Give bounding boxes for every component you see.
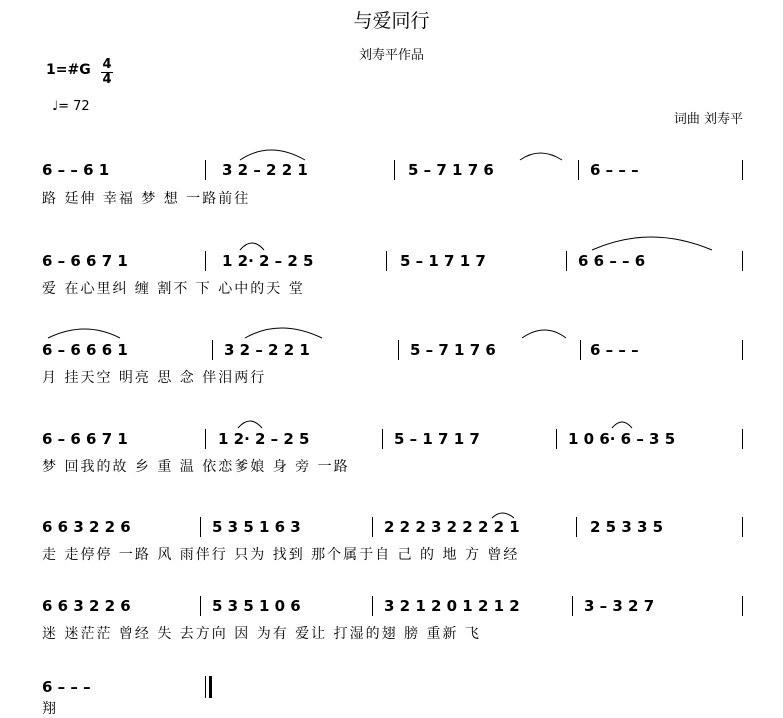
measure-2-3: 5 – 1 7 1 7 — [400, 252, 486, 270]
measure-1-4: 6 – – – — [590, 161, 639, 179]
measure-4-3: 5 – 1 7 1 7 — [394, 430, 480, 448]
lyricist-credit: 词曲 刘寿平 — [673, 112, 743, 127]
measure-4-1: 6 – 6 6 7 1 — [42, 430, 128, 448]
quarter-note-icon: ♩ — [52, 99, 59, 114]
measure-6-1: 6 6 3 2 2 6 — [42, 597, 131, 615]
measure-2-1: 6 – 6 6 7 1 — [42, 252, 128, 270]
lyrics-line-3: 月 挂天空 明亮 思 念 伴泪两行 — [42, 370, 267, 386]
lyrics-line-7: 翔 — [42, 701, 58, 717]
lyrics-line-6: 迷 迷茫茫 曾经 失 去方向 因 为有 爱让 打湿的翅 膀 重新 飞 — [42, 626, 481, 642]
key-signature: 1=#G — [46, 62, 91, 78]
measure-1-1: 6 – – 6 1 — [42, 161, 110, 179]
measure-7-1: 6 – – – — [42, 678, 91, 696]
lyrics-line-4: 梦 回我的故 乡 重 温 依恋爹娘 身 旁 一路 — [42, 459, 350, 475]
lyrics-line-5: 走 走停停 一路 风 雨伴行 只为 找到 那个属于自 己 的 地 方 曾经 — [42, 547, 520, 563]
measure-3-4: 6 – – – — [590, 341, 639, 359]
measure-5-4: 2 5 3 3 5 — [590, 518, 664, 536]
measure-2-2: 1 2· 2 – 2 5 — [222, 252, 314, 270]
measure-6-2: 5 3 5 1 0 6 — [212, 597, 301, 615]
time-bottom: 4 — [102, 72, 112, 87]
measure-4-4: 1 0 6· 6 – 3 5 — [568, 430, 676, 448]
lyrics-line-1: 路 廷伸 幸福 梦 想 一路前往 — [42, 191, 251, 207]
measure-3-3: 5 – 7 1 7 6 — [410, 341, 496, 359]
score-composer: 刘寿平作品 — [358, 48, 424, 63]
measure-3-1: 6 – 6 6 6 1 — [42, 341, 128, 359]
lyrics-line-2: 爱 在心里纠 缠 割不 下 心中的天 堂 — [42, 281, 305, 297]
measure-5-3: 2 2 2 3 2 2 2 2 1 — [384, 518, 520, 536]
score-title: 与爱同行 — [353, 10, 430, 32]
measure-4-2: 1 2· 2 – 2 5 — [218, 430, 310, 448]
measure-1-2: 3 2 – 2 2 1 — [222, 161, 308, 179]
measure-3-2: 3 2 – 2 2 1 — [224, 341, 310, 359]
time-top: 4 — [102, 57, 112, 72]
measure-6-3: 3 2 1 2 0 1 2 1 2 — [384, 597, 520, 615]
measure-6-4: 3 – 3 2 7 — [584, 597, 655, 615]
measure-2-4: 6 6 – – 6 — [578, 252, 646, 270]
measure-1-3: 5 – 7 1 7 6 — [408, 161, 494, 179]
tempo-value: = 72 — [58, 99, 90, 114]
measure-5-2: 5 3 5 1 6 3 — [212, 518, 301, 536]
measure-5-1: 6 6 3 2 2 6 — [42, 518, 131, 536]
